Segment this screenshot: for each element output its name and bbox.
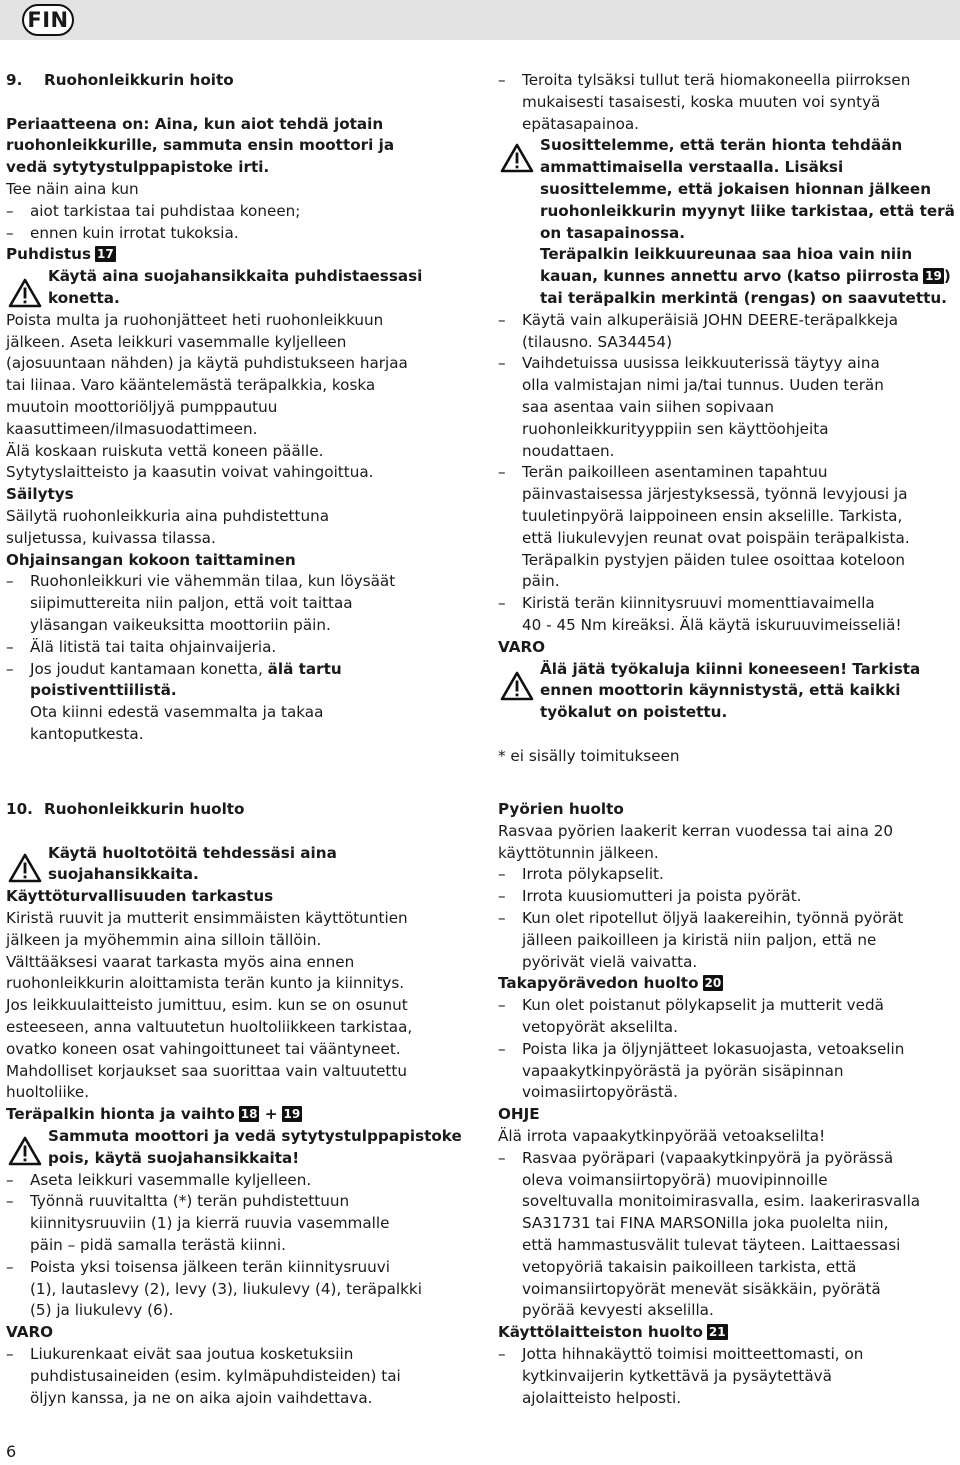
ohje-text: Älä irrota vapaakytkinpyörää vetoakselilta!	[498, 1126, 826, 1145]
list-item: – Kun olet poistanut pölykapselit ja mutterit vedä vetopyörät akselilta.	[498, 996, 884, 1036]
list-item: – Terän paikoilleen asentaminen tapahtuu päinvastaisessa järjestyksessä, työnnä levyjousi ja tuuletinpyörä laippoineen ensin akselille. Tarkista, että liukulevyjen reunat ovat poispäin teräpalkista. Teräpalkin pystyjen päiden tulee osoittaa koteloon päin.	[498, 463, 910, 591]
list-item: – Jotta hihnakäyttö toimisi moitteettomasti, on kytkinvaijerin kytkettävä ja pysäytettävä ajolaitteisto helposti.	[498, 1344, 864, 1407]
section-9	[6, 70, 466, 746]
section-10	[6, 799, 466, 1409]
cleaning-text: Poista multa ja ruohonjätteet heti ruohonleikkuun jälkeen. Aseta leikkuri vasemmalle kyljelleen (ajosuuntaan nähden) ja käytä puhdistukseen harjaa tai liinaa. Varo kääntelemästä teräpalkkia, koska muutoin moottoriöljyä pumppautuu kaasuttimeen/ilmasuodattimeen. Älä koskaan ruiskuta vettä koneen päälle. Sytytyslaitteisto ja kaasutin voivat vahingoittua.	[6, 310, 408, 482]
wheels-heading: Pyörien huolto	[498, 800, 624, 818]
list-item: – Irrota pölykapselit.	[498, 865, 664, 884]
tools-warning: Älä jätä työkaluja kiinni koneeseen! Tarkista ennen moottorin käynnistystä, että kaikki työkalut on poistettu.	[498, 659, 954, 724]
principle-text: Periaatteena on: Aina, kun aiot tehdä jotain ruohonleikkurille, sammuta ensin moottori ja vedä sytytystulppapistoke irti.	[6, 114, 395, 177]
warning-icon	[500, 143, 534, 173]
blade-warning: Sammuta moottori ja vedä sytytystulppapistoke pois, käytä suojahansikkaita!	[6, 1126, 466, 1170]
safety-text: Kiristä ruuvit ja mutterit ensimmäisten käyttötuntien jälkeen ja myöhemmin aina silloin tällöin. Välttääksesi vaarat tarkasta myös aina ennen ruohonleikkurin aloittamista terän kunto ja kiinnitys. Jos leikkuulaitteisto jumittuu, esim. kun se on osunut esteeseen, anna valtuutetun huoltoliikkeen tarkistaa, ovatko koneen osat vahingoittuneet tai vääntyneet. Mahdolliset korjaukset saa suorittaa vain valtuutettu huoltoliike.	[6, 908, 413, 1102]
blade-heading: Teräpalkin hionta ja vaihto 18 + 19	[6, 1105, 301, 1124]
list-item: – Kiristä terän kiinnitysruuvi momenttiavaimella 40 - 45 Nm kireäksi. Älä käytä iskuruuvimeisseliä!	[498, 594, 902, 634]
storage-text: Säilytä ruohonleikkuria aina puhdistettuna suljetussa, kuivassa tilassa.	[6, 506, 330, 547]
language-badge: FIN	[22, 4, 74, 36]
always-intro: Tee näin aina kun	[6, 179, 139, 198]
list-item: – Aseta leikkuri vasemmalle kyljelleen.	[6, 1170, 312, 1189]
section-10-title: 10. Ruohonleikkurin huolto	[6, 800, 245, 818]
figure-ref: 19	[283, 1107, 301, 1122]
rear-drive-heading: Takapyörävedon huolto 20	[498, 974, 722, 993]
figure-ref: 21	[708, 1325, 726, 1340]
varo-heading: VARO	[498, 637, 546, 656]
wheels-column	[498, 799, 954, 1409]
figure-ref: 19	[925, 269, 942, 284]
footnote: * ei sisälly toimitukseen	[498, 746, 680, 765]
wheels-text: Rasvaa pyörien laakerit kerran vuodessa tai aina 20 käyttötunnin jälkeen.	[498, 821, 894, 862]
list-item: – Teroita tylsäksi tullut terä hiomakoneella piirroksen mukaisesti tasaisesti, koska muuten voi syntyä epätasapainoa.	[498, 71, 911, 133]
warning-icon	[8, 853, 42, 883]
sharpening-warning: Suosittelemme, että terän hionta tehdään ammattimaisella verstaalla. Lisäksi suosittelemme, että jokaisen hionnan jälkeen ruohonleikkurin myynyt liike tarkistaa, että terä on tasapainossa. Teräpalkin leikkuureunaa saa hioa vain niin kauan, kunnes annettu arvo (katso piirrosta 19 ) tai teräpalkin merkintä (rengas) on saavutettu.	[498, 135, 954, 309]
section-9-title: 9. Ruohonleikkurin hoito	[6, 71, 234, 89]
figure-ref: 20	[704, 976, 722, 991]
figure-ref: 18	[240, 1107, 258, 1122]
list-item: – aiot tarkistaa tai puhdistaa koneen;	[6, 201, 301, 220]
list-item: – Käytä vain alkuperäisiä JOHN DEERE-teräpalkkeja (tilausno. SA34454)	[498, 310, 899, 351]
fold-heading: Ohjainsangan kokoon taittaminen	[6, 550, 296, 569]
list-item: – Kun olet ripotellut öljyä laakereihin, työnnä pyörät jälleen paikoilleen ja kiristä niin paljon, että ne pyörivät vielä vaivatta.	[498, 908, 904, 971]
list-item: – Ruohonleikkuri vie vähemmän tilaa, kun löysäät siipimuttereita niin paljon, että voit taittaa yläsangan vaikeuksitta moottoriin päin.	[6, 572, 396, 634]
list-item: – ennen kuin irrotat tukoksia.	[6, 223, 239, 242]
list-item: – Poista lika ja öljynjätteet lokasuojasta, vetoakselin vapaakytkinpyörästä ja pyörän sisäpinnan voimasiirtopyörästä.	[498, 1039, 905, 1102]
ohje-heading: OHJE	[498, 1105, 540, 1124]
warning-icon	[8, 1136, 42, 1166]
page-number: 6	[6, 1442, 17, 1461]
drive-heading: Käyttölaitteiston huolto 21	[498, 1323, 726, 1342]
list-item: – Jos joudut kantamaan konetta, älä tartu poistiventtiilistä. Ota kiinni edestä vasemmalta ja takaa kantoputkesta.	[6, 659, 342, 743]
cleaning-warning: Käytä aina suojahansikkaita puhdistaessasi konetta.	[6, 266, 466, 310]
list-item: – Älä litistä tai taita ohjainvaijeria.	[6, 637, 277, 656]
list-item: – Liukurenkaat eivät saa joutua kosketuksiin puhdistusaineiden (esim. kylmäpuhdisteiden) tai öljyn kanssa, ja ne on aika ajoin vaihdettava.	[6, 1344, 401, 1407]
varo-heading: VARO	[6, 1323, 54, 1342]
figure-ref: 17	[97, 247, 114, 262]
storage-heading: Säilytys	[6, 485, 74, 504]
warning-icon	[500, 671, 534, 701]
warning-icon	[8, 278, 42, 308]
list-item: – Vaihdetuissa uusissa leikkuuterissä täytyy aina olla valmistajan nimi ja/tai tunnus. Uuden terän saa asentaa vain siihen sopivaan ruohonleikkurityyppiin sen käyttöohjeita noudattaen.	[498, 354, 884, 460]
list-item: – Poista yksi toisensa jälkeen terän kiinnitysruuvi (1), lautaslevy (2), levy (3), liukulevy (4), teräpalkki (5) ja liukulevy (6).	[6, 1257, 422, 1320]
maintenance-warning: Käytä huoltotöitä tehdessäsi aina suojahansikkaita.	[6, 843, 466, 887]
sharpening-column	[498, 70, 954, 768]
list-item: – Irrota kuusiomutteri ja poista pyörät.	[498, 887, 802, 906]
safety-heading: Käyttöturvallisuuden tarkastus	[6, 887, 274, 906]
list-item: – Rasvaa pyöräpari (vapaakytkinpyörä ja pyörässä oleva voimansiirtopyörä) muovipinnoille soveltuvalla monitoimirasvalla, esim. laakerirasvalla SA31731 tai FINA MARSONilla joka puolelta niin, että hammastusvälit tulevat täyteen. Laittaessasi vetopyöriä takaisin paikoilleen tarkista, että voimansiirtopyörät menevät sisäkkäin, pyörätä pyörää kevyesti akselilla.	[498, 1148, 921, 1320]
list-item: – Työnnä ruuvitaltta (*) terän puhdistettuun kiinnitysruuviin (1) ja kierrä ruuvia vasemmalle päin – pidä samalla terästä kiinni.	[6, 1192, 390, 1254]
cleaning-heading: Puhdistus 17	[6, 245, 114, 264]
header-bar	[0, 0, 960, 40]
